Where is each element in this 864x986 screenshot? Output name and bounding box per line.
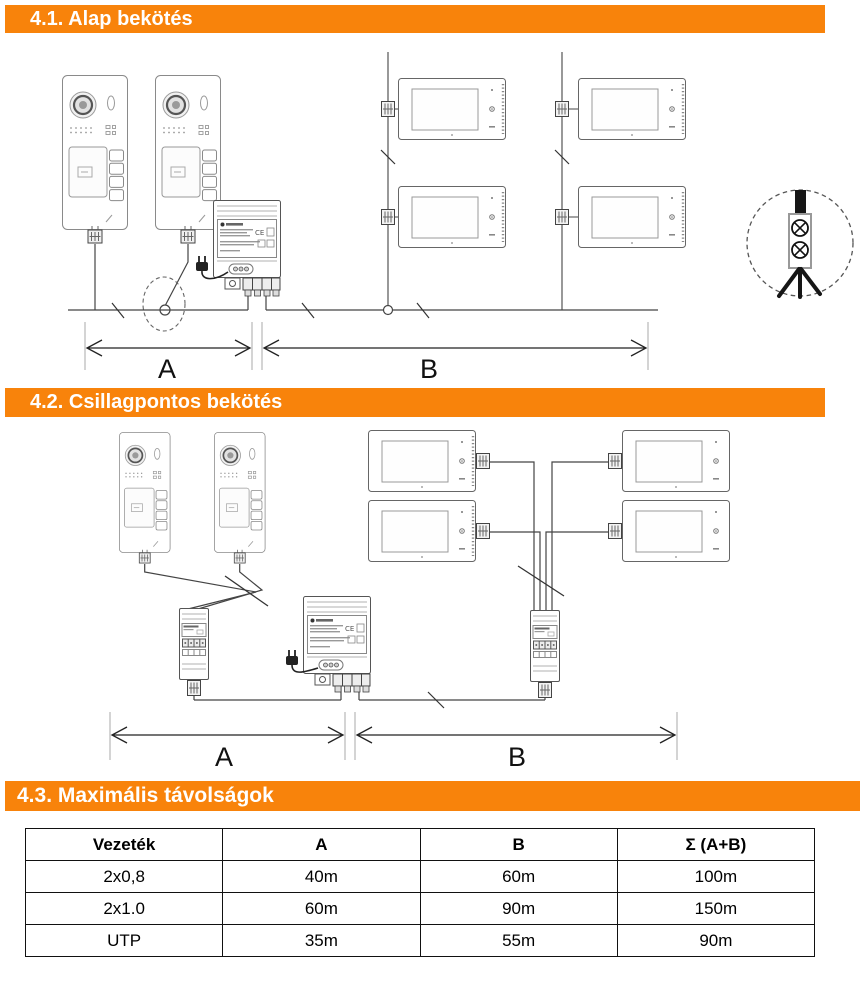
cell-wire-type: 2x0,8 (26, 861, 223, 893)
diagram-basic-wiring: CE A B (0, 38, 864, 388)
splice-highlight (143, 277, 185, 331)
monitor-connector-icon (382, 210, 395, 225)
monitor-connector-icon (609, 454, 622, 469)
monitor-1 (399, 79, 506, 140)
cell-wire-type: 2x1.0 (26, 893, 223, 925)
table-row (26, 925, 815, 957)
monitor-connector-icon (609, 524, 622, 539)
power-supply (214, 201, 281, 297)
cell-b: 60m (420, 861, 617, 893)
bus-junction-node (384, 306, 393, 315)
col-header-vezetek: Vezeték (26, 829, 223, 861)
dimension-b (262, 322, 648, 384)
table-row (26, 893, 815, 925)
cell-a: 40m (223, 861, 420, 893)
cell-wire-type: UTP (26, 925, 223, 957)
monitor-wire-bundle (490, 462, 608, 610)
col-header-sum: Σ (A+B) (617, 829, 814, 861)
monitor-4 (579, 187, 686, 248)
monitor-2 (399, 187, 506, 248)
monitor-2 (369, 501, 476, 562)
dimension-b (355, 712, 677, 772)
door-station-2-wire (198, 564, 262, 609)
monitor-connector-icon (477, 524, 490, 539)
diagram-star-wiring (0, 420, 864, 780)
col-header-b: B (420, 829, 617, 861)
door-station-2 (156, 76, 221, 244)
section-43-header (5, 781, 860, 811)
mains-plug-icon (286, 650, 298, 665)
distributor-connector-icon (188, 681, 201, 696)
cell-b: 90m (420, 893, 617, 925)
door-station-2 (214, 432, 265, 563)
monitor-1 (369, 431, 476, 492)
monitor-connector-icon (556, 210, 569, 225)
dimension-a (85, 322, 252, 384)
cable-break-mark (225, 576, 268, 606)
monitor-connector-icon (382, 102, 395, 117)
monitor-connector-icon (477, 454, 490, 469)
monitor-3 (579, 79, 686, 140)
cell-sum: 90m (617, 925, 814, 957)
table-header-row (26, 829, 815, 861)
cell-sum: 150m (617, 893, 814, 925)
section-41-title: 4.1. Alap bekötés (30, 7, 193, 30)
cell-sum: 100m (617, 861, 814, 893)
mains-plug-icon (196, 256, 208, 271)
power-supply (304, 597, 371, 693)
distributor-connector-icon (539, 683, 552, 698)
door-station-1 (119, 432, 170, 563)
section-42-title: 4.2. Csillagpontos bekötés (30, 391, 283, 413)
line-distributor-1 (180, 609, 209, 680)
col-header-a: A (223, 829, 420, 861)
monitor-connector-icon (556, 102, 569, 117)
door-station-2-wire (166, 244, 189, 305)
dimension-a (110, 712, 345, 772)
cell-a: 60m (223, 893, 420, 925)
cell-b: 55m (420, 925, 617, 957)
dimension-b-label: B (420, 354, 439, 384)
door-station-1 (63, 76, 128, 244)
table-row (26, 861, 815, 893)
dimension-a-label: A (215, 742, 234, 772)
section-41-header (5, 5, 825, 33)
section-43-title: 4.3. Maximális távolságok (17, 784, 274, 807)
section-42-header (5, 388, 825, 417)
monitor-4 (623, 501, 730, 562)
cell-a: 35m (223, 925, 420, 957)
line-distributor-2 (531, 611, 560, 682)
cable-break-mark (518, 566, 564, 596)
cable-detail-callout (747, 190, 853, 297)
dimension-a-label: A (158, 354, 177, 384)
dimension-b-label: B (508, 742, 527, 772)
max-distances-table (25, 828, 815, 957)
monitor-3 (623, 431, 730, 492)
